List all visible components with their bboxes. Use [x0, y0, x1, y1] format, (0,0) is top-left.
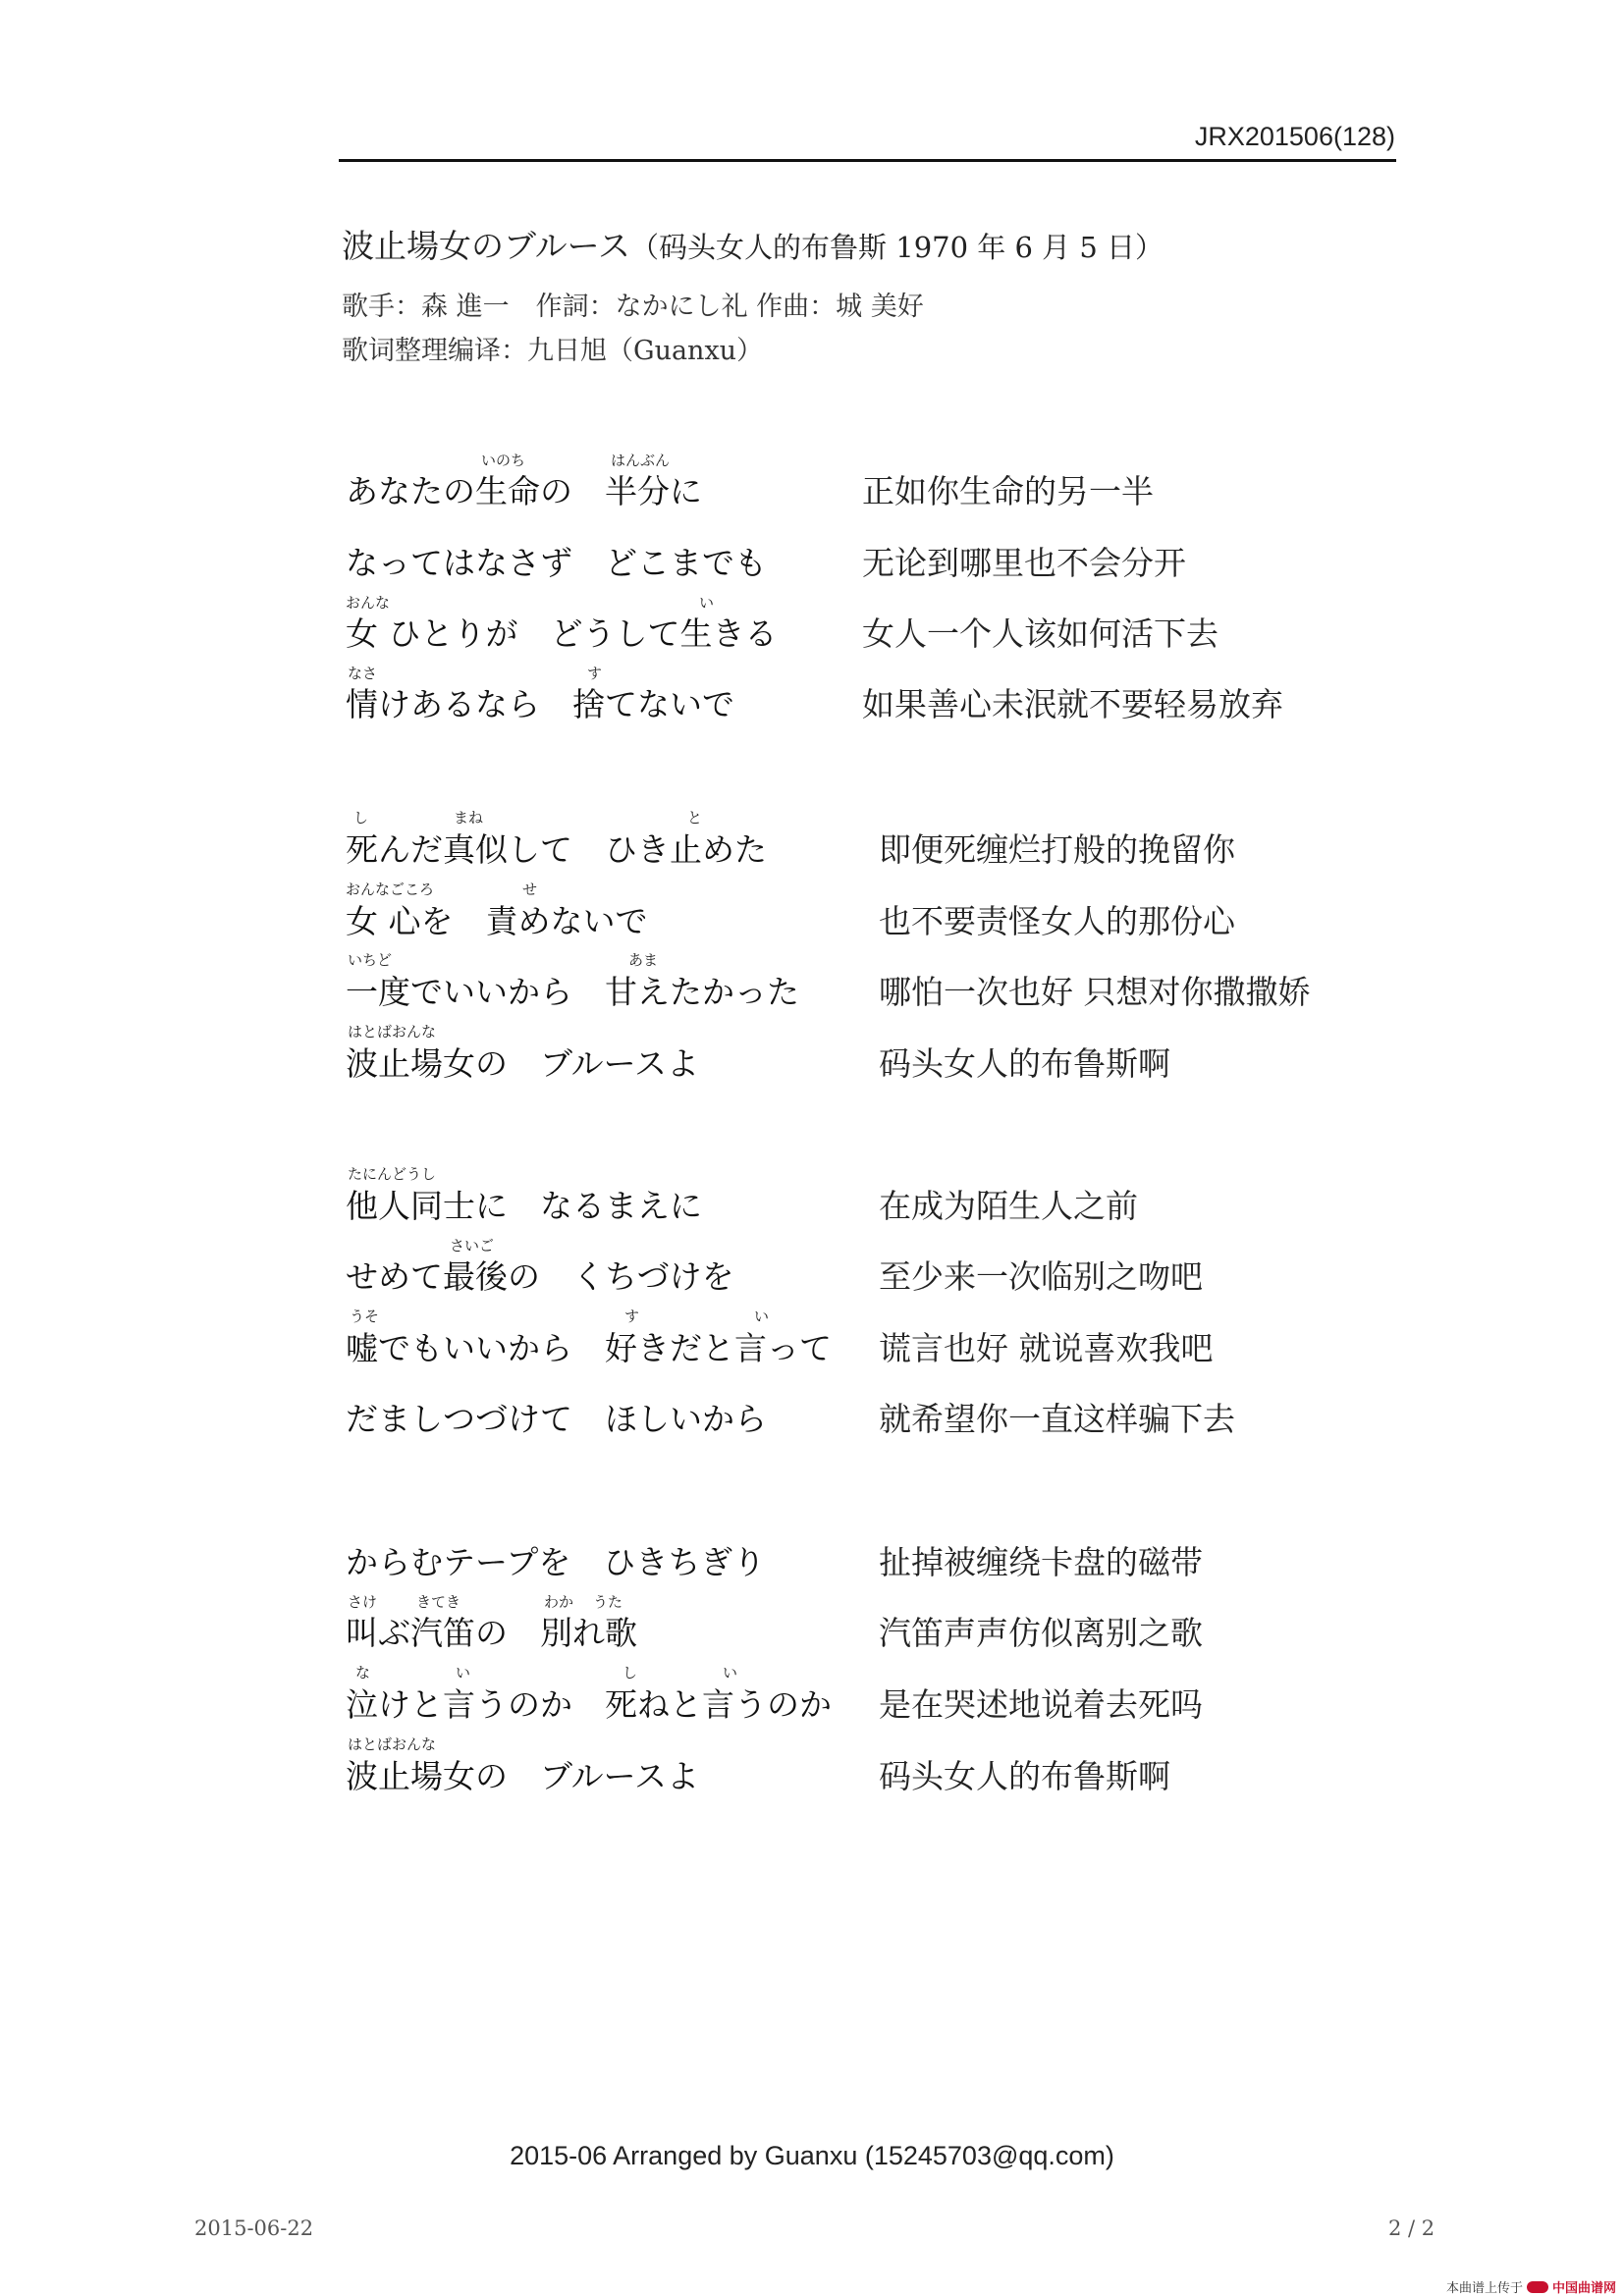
- watermark: [1446, 2277, 1616, 2296]
- lyric-cn: 正如你生命的另一半: [862, 472, 1154, 510]
- lyric-cn: 在成为陌生人之前: [879, 1187, 1138, 1225]
- ruby: はとばおんな: [348, 1023, 437, 1041]
- print-date: 2015-06-22: [194, 2216, 314, 2240]
- lyric-jp: 情けあるなら 捨てないで: [346, 685, 734, 723]
- song-subtitle: （码头女人的布鲁斯 1970 年 6 月 5 日）: [630, 231, 1164, 264]
- lyric-jp: 他人同士に なるまえに: [346, 1187, 702, 1225]
- lyric-cn: 就希望你一直这样骗下去: [879, 1400, 1235, 1438]
- song-title: 波止場女のブルース: [342, 227, 631, 265]
- ruby: まね: [454, 809, 484, 827]
- translator-credit: 歌词整理编译：九日旭（Guanxu）: [342, 336, 764, 366]
- lyric-cn: 女人一个人该如何活下去: [862, 614, 1218, 653]
- lyric-cn: 谎言也好 就说喜欢我吧: [879, 1329, 1214, 1367]
- ruby: はとばおんな: [348, 1735, 437, 1753]
- ruby: きてき: [416, 1593, 461, 1611]
- arranged-by: 2015-06 Arranged by Guanxu (15245703@qq.com): [510, 2141, 1114, 2170]
- document-id: JRX201506(128): [1194, 122, 1395, 151]
- lyric-jp: せめて最後の くちづけを: [346, 1257, 734, 1296]
- lyric-jp: 女 ひとりが どうして生きる: [346, 614, 778, 653]
- lyric-cn: 即便死缠烂打般的挽留你: [879, 830, 1235, 869]
- lyric-jp: あなたの生命の 半分に: [346, 472, 702, 510]
- ruby: な: [355, 1664, 371, 1682]
- watermark-brand: 中国曲谱网: [1551, 2281, 1616, 2296]
- lyric-cn: 也不要责怪女人的那份心: [879, 902, 1235, 940]
- lyric-cn: 码头女人的布鲁斯啊: [879, 1757, 1170, 1795]
- lyric-jp: 女 心を 責めないで: [346, 902, 648, 940]
- ruby: いちど: [348, 951, 393, 969]
- ruby: い: [699, 594, 715, 612]
- lyric-jp: 一度でいいから 甘えたかった: [346, 973, 799, 1011]
- lyric-jp: 泣けと言うのか 死ねと言うのか: [346, 1685, 832, 1724]
- lyric-jp: からむテープを ひきちぎり: [346, 1543, 766, 1581]
- ruby: うそ: [350, 1308, 380, 1325]
- watermark-text: 本曲谱上传于: [1445, 2281, 1523, 2296]
- ruby: す: [587, 665, 603, 682]
- lyric-cn: 至少来一次临别之吻吧: [879, 1257, 1203, 1296]
- lyric-jp: 波止場女の ブルースよ: [346, 1757, 700, 1795]
- lyric-cn: 码头女人的布鲁斯啊: [879, 1044, 1170, 1083]
- lyric-cn: 扯掉被缠绕卡盘的磁带: [879, 1543, 1203, 1581]
- lyric-jp: だましつづけて ほしいから: [346, 1400, 767, 1438]
- lyric-cn: 哪怕一次也好 只想对你撒撒娇: [879, 973, 1311, 1011]
- ruby: おんなごころ: [346, 881, 435, 898]
- lyric-cn: 如果善心未泯就不要轻易放弃: [862, 685, 1283, 723]
- lyric-cn: 是在哭述地说着去死吗: [879, 1685, 1203, 1724]
- ruby: おんな: [346, 594, 391, 612]
- ruby: い: [754, 1308, 770, 1325]
- lyric-jp: 叫ぶ汽笛の 別れ歌: [346, 1614, 637, 1652]
- song-credits: 歌手：森 進一 作詞：なかにし礼 作曲：城 美好: [342, 292, 924, 322]
- header-rule: [339, 159, 1396, 162]
- lyric-jp: 波止場女の ブルースよ: [346, 1044, 700, 1083]
- ruby: さけ: [348, 1593, 378, 1611]
- lyric-cn: 汽笛声声仿似离别之歌: [879, 1614, 1203, 1652]
- lyric-cn: 无论到哪里也不会分开: [862, 544, 1186, 582]
- lyric-jp: 嘘でもいいから 好きだと言って: [346, 1329, 832, 1367]
- ruby: うた: [593, 1593, 623, 1611]
- lyric-jp: 死んだ真似して ひき止めた: [346, 830, 767, 869]
- site-logo-icon: [1527, 2281, 1548, 2293]
- song-title-line: [342, 221, 1164, 267]
- ruby: い: [456, 1664, 471, 1682]
- ruby: し: [353, 809, 369, 827]
- ruby: さいご: [450, 1237, 495, 1255]
- ruby: はんぶん: [611, 452, 671, 469]
- ruby: と: [687, 809, 703, 827]
- ruby: いのち: [481, 452, 526, 469]
- ruby: わか: [544, 1593, 574, 1611]
- ruby: い: [723, 1664, 738, 1682]
- ruby: し: [623, 1664, 638, 1682]
- ruby: たにんどうし: [348, 1165, 437, 1183]
- ruby: す: [624, 1308, 640, 1325]
- ruby: なさ: [348, 665, 378, 682]
- ruby: あま: [628, 951, 659, 969]
- ruby: せ: [522, 881, 538, 898]
- page-number: 2 / 2: [1388, 2216, 1435, 2240]
- lyric-jp: なってはなさず どこまでも: [346, 544, 767, 582]
